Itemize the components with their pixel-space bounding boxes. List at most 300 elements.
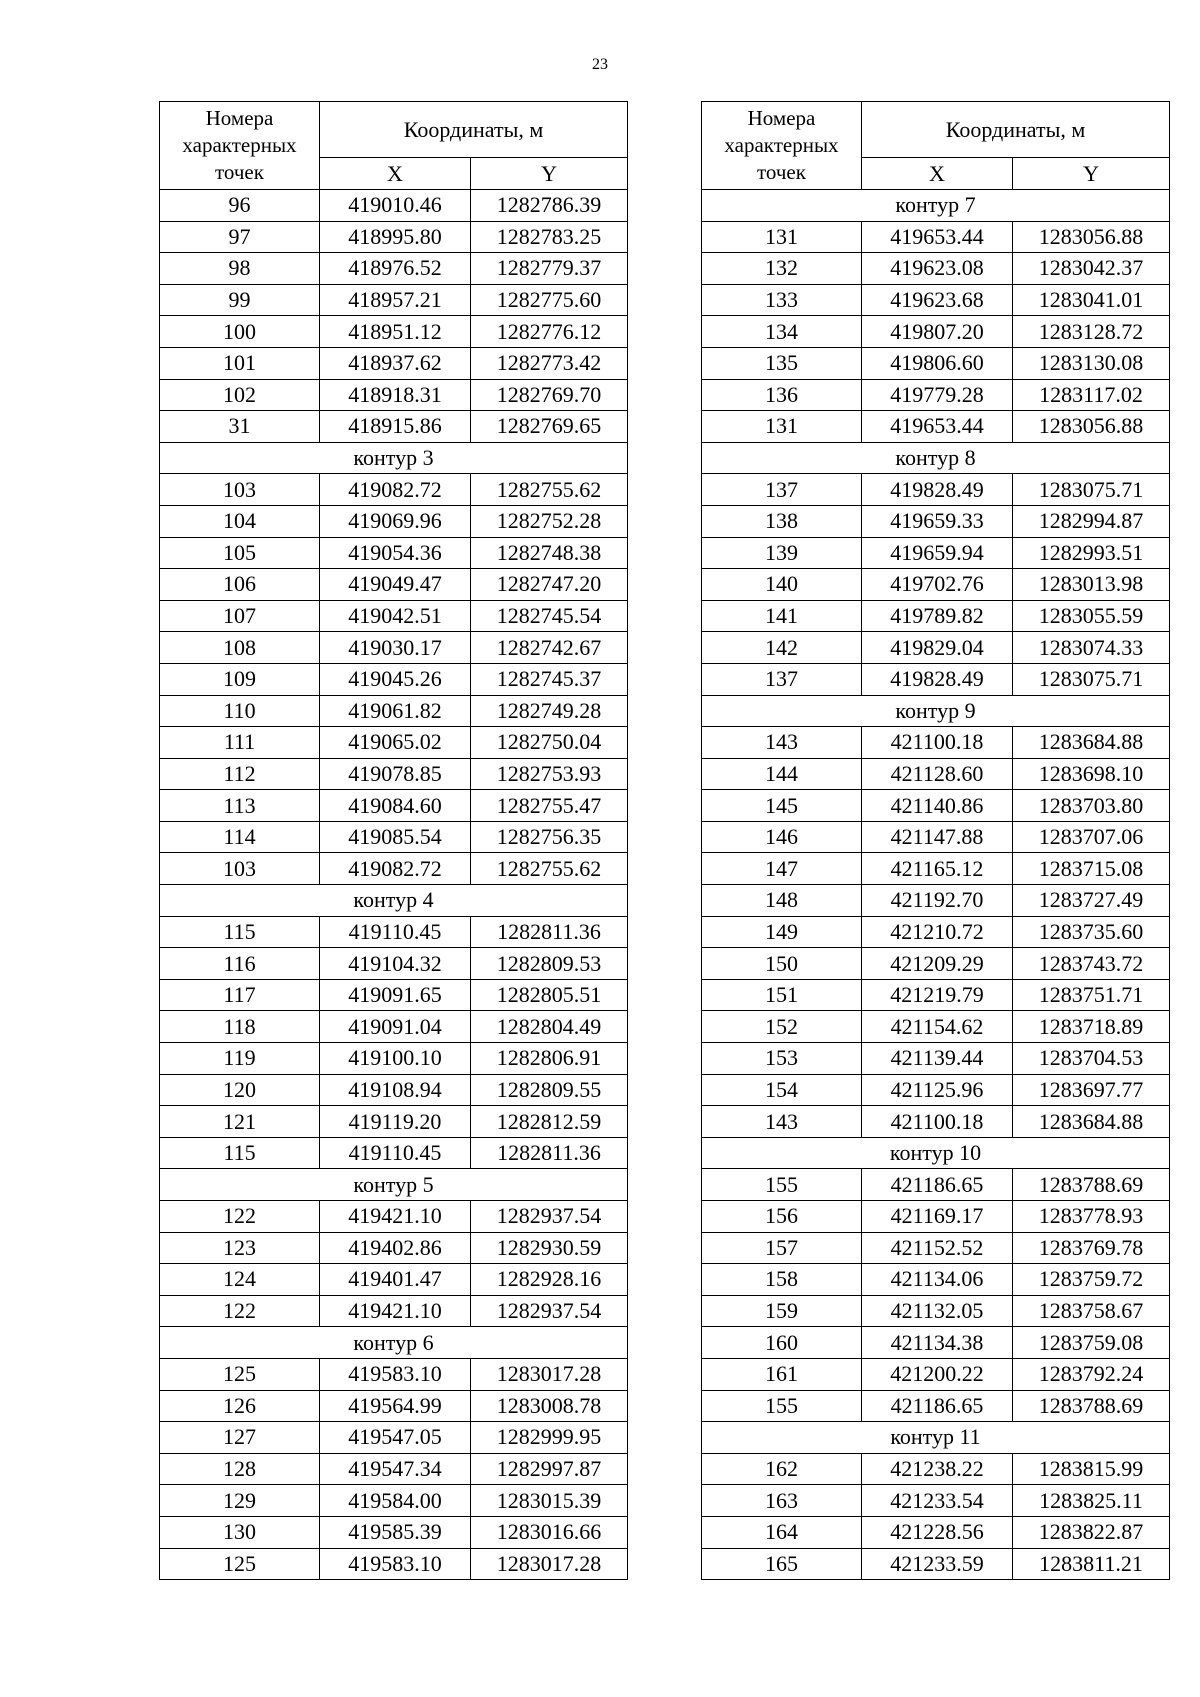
y-coordinate-cell: 1283075.71 bbox=[1013, 474, 1170, 506]
x-coordinate-cell: 419108.94 bbox=[320, 1074, 471, 1106]
x-coordinate-cell: 421200.22 bbox=[862, 1358, 1013, 1390]
y-coordinate-cell: 1283815.99 bbox=[1013, 1453, 1170, 1485]
x-coordinate-cell: 421147.88 bbox=[862, 821, 1013, 853]
table-row bbox=[702, 1201, 1170, 1233]
y-coordinate-cell: 1283792.24 bbox=[1013, 1358, 1170, 1390]
x-coordinate-cell: 419828.49 bbox=[862, 663, 1013, 695]
point-number-cell: 134 bbox=[702, 316, 862, 348]
x-coordinate-cell: 418951.12 bbox=[320, 316, 471, 348]
y-coordinate-cell: 1283822.87 bbox=[1013, 1516, 1170, 1548]
table-row bbox=[702, 1043, 1170, 1075]
x-coordinate-cell: 419084.60 bbox=[320, 790, 471, 822]
table-row bbox=[160, 790, 628, 822]
point-number-cell: 151 bbox=[702, 979, 862, 1011]
y-coordinate-cell: 1282805.51 bbox=[471, 979, 628, 1011]
table-row bbox=[160, 1011, 628, 1043]
x-coordinate-cell: 421100.18 bbox=[862, 727, 1013, 759]
table-row bbox=[702, 885, 1170, 917]
point-number-cell: 132 bbox=[702, 253, 862, 285]
table-row bbox=[160, 537, 628, 569]
point-number-cell: 124 bbox=[160, 1264, 320, 1296]
y-coordinate-cell: 1283056.88 bbox=[1013, 411, 1170, 443]
x-coordinate-cell: 421140.86 bbox=[862, 790, 1013, 822]
point-number-cell: 149 bbox=[702, 916, 862, 948]
y-coordinate-cell: 1283825.11 bbox=[1013, 1485, 1170, 1517]
y-coordinate-cell: 1283735.60 bbox=[1013, 916, 1170, 948]
y-coordinate-cell: 1282812.59 bbox=[471, 1106, 628, 1138]
table-row bbox=[702, 1516, 1170, 1548]
y-coordinate-cell: 1282745.54 bbox=[471, 600, 628, 632]
x-coordinate-cell: 419583.10 bbox=[320, 1358, 471, 1390]
point-number-cell: 144 bbox=[702, 758, 862, 790]
x-coordinate-cell: 421233.59 bbox=[862, 1548, 1013, 1580]
point-number-cell: 98 bbox=[160, 253, 320, 285]
point-number-cell: 131 bbox=[702, 411, 862, 443]
contour-label: контур 4 bbox=[160, 885, 628, 917]
table-row bbox=[702, 537, 1170, 569]
x-coordinate-cell: 418915.86 bbox=[320, 411, 471, 443]
point-number-cell: 163 bbox=[702, 1485, 862, 1517]
coordinates-table-right bbox=[701, 101, 1170, 1580]
y-coordinate-cell: 1282753.93 bbox=[471, 758, 628, 790]
x-coordinate-cell: 419828.49 bbox=[862, 474, 1013, 506]
table-row bbox=[702, 1264, 1170, 1296]
table-row bbox=[702, 663, 1170, 695]
x-coordinate-cell: 419065.02 bbox=[320, 727, 471, 759]
table-row bbox=[160, 1453, 628, 1485]
point-number-cell: 141 bbox=[702, 600, 862, 632]
y-coordinate-cell: 1283015.39 bbox=[471, 1485, 628, 1517]
point-number-cell: 162 bbox=[702, 1453, 862, 1485]
table-row bbox=[702, 1106, 1170, 1138]
point-number-cell: 112 bbox=[160, 758, 320, 790]
point-number-cell: 113 bbox=[160, 790, 320, 822]
table-row bbox=[160, 1422, 628, 1454]
table-row bbox=[160, 284, 628, 316]
x-coordinate-cell: 421132.05 bbox=[862, 1295, 1013, 1327]
table-row bbox=[160, 253, 628, 285]
x-coordinate-cell: 419653.44 bbox=[862, 221, 1013, 253]
point-number-cell: 164 bbox=[702, 1516, 862, 1548]
y-coordinate-cell: 1283041.01 bbox=[1013, 284, 1170, 316]
x-coordinate-cell: 419049.47 bbox=[320, 569, 471, 601]
header-y: Y bbox=[471, 158, 628, 190]
table-row bbox=[160, 569, 628, 601]
x-coordinate-cell: 419119.20 bbox=[320, 1106, 471, 1138]
table-row bbox=[160, 505, 628, 537]
y-coordinate-cell: 1283704.53 bbox=[1013, 1043, 1170, 1075]
point-number-cell: 125 bbox=[160, 1358, 320, 1390]
y-coordinate-cell: 1282809.53 bbox=[471, 948, 628, 980]
point-number-cell: 107 bbox=[160, 600, 320, 632]
y-coordinate-cell: 1283758.67 bbox=[1013, 1295, 1170, 1327]
table-row bbox=[160, 1106, 628, 1138]
table-row bbox=[160, 316, 628, 348]
contour-row bbox=[702, 1422, 1170, 1454]
y-coordinate-cell: 1282775.60 bbox=[471, 284, 628, 316]
y-coordinate-cell: 1282748.38 bbox=[471, 537, 628, 569]
y-coordinate-cell: 1283811.21 bbox=[1013, 1548, 1170, 1580]
header-points: Номера характерных точек bbox=[702, 102, 862, 190]
y-coordinate-cell: 1283008.78 bbox=[471, 1390, 628, 1422]
y-coordinate-cell: 1282742.67 bbox=[471, 632, 628, 664]
y-coordinate-cell: 1283013.98 bbox=[1013, 569, 1170, 601]
point-number-cell: 142 bbox=[702, 632, 862, 664]
point-number-cell: 159 bbox=[702, 1295, 862, 1327]
contour-label: контур 10 bbox=[702, 1137, 1170, 1169]
x-coordinate-cell: 419010.46 bbox=[320, 190, 471, 222]
point-number-cell: 121 bbox=[160, 1106, 320, 1138]
y-coordinate-cell: 1283697.77 bbox=[1013, 1074, 1170, 1106]
table-row bbox=[702, 758, 1170, 790]
table-row bbox=[702, 948, 1170, 980]
x-coordinate-cell: 421128.60 bbox=[862, 758, 1013, 790]
table-row bbox=[702, 316, 1170, 348]
x-coordinate-cell: 419702.76 bbox=[862, 569, 1013, 601]
point-number-cell: 131 bbox=[702, 221, 862, 253]
x-coordinate-cell: 421100.18 bbox=[862, 1106, 1013, 1138]
table-row bbox=[702, 821, 1170, 853]
point-number-cell: 126 bbox=[160, 1390, 320, 1422]
table-row bbox=[160, 821, 628, 853]
table-row bbox=[702, 790, 1170, 822]
point-number-cell: 160 bbox=[702, 1327, 862, 1359]
table-row bbox=[160, 474, 628, 506]
x-coordinate-cell: 419421.10 bbox=[320, 1295, 471, 1327]
table-row bbox=[702, 979, 1170, 1011]
header-coordinates: Координаты, м bbox=[862, 102, 1170, 158]
y-coordinate-cell: 1282999.95 bbox=[471, 1422, 628, 1454]
point-number-cell: 161 bbox=[702, 1358, 862, 1390]
point-number-cell: 138 bbox=[702, 505, 862, 537]
y-coordinate-cell: 1282745.37 bbox=[471, 663, 628, 695]
contour-row bbox=[702, 442, 1170, 474]
y-coordinate-cell: 1283016.66 bbox=[471, 1516, 628, 1548]
point-number-cell: 116 bbox=[160, 948, 320, 980]
table-row bbox=[160, 1548, 628, 1580]
x-coordinate-cell: 421238.22 bbox=[862, 1453, 1013, 1485]
x-coordinate-cell: 419082.72 bbox=[320, 853, 471, 885]
header-x: X bbox=[862, 158, 1013, 190]
x-coordinate-cell: 419110.45 bbox=[320, 916, 471, 948]
table-row bbox=[160, 916, 628, 948]
y-coordinate-cell: 1282783.25 bbox=[471, 221, 628, 253]
y-coordinate-cell: 1283715.08 bbox=[1013, 853, 1170, 885]
x-coordinate-cell: 421209.29 bbox=[862, 948, 1013, 980]
table-row bbox=[160, 1358, 628, 1390]
y-coordinate-cell: 1282937.54 bbox=[471, 1201, 628, 1233]
table-row bbox=[702, 1295, 1170, 1327]
y-coordinate-cell: 1283759.08 bbox=[1013, 1327, 1170, 1359]
y-coordinate-cell: 1282997.87 bbox=[471, 1453, 628, 1485]
y-coordinate-cell: 1282779.37 bbox=[471, 253, 628, 285]
table-row bbox=[702, 600, 1170, 632]
y-coordinate-cell: 1282747.20 bbox=[471, 569, 628, 601]
x-coordinate-cell: 419030.17 bbox=[320, 632, 471, 664]
point-number-cell: 101 bbox=[160, 347, 320, 379]
point-number-cell: 115 bbox=[160, 916, 320, 948]
x-coordinate-cell: 419829.04 bbox=[862, 632, 1013, 664]
contour-row bbox=[702, 695, 1170, 727]
header-y: Y bbox=[1013, 158, 1170, 190]
y-coordinate-cell: 1282750.04 bbox=[471, 727, 628, 759]
point-number-cell: 145 bbox=[702, 790, 862, 822]
x-coordinate-cell: 418937.62 bbox=[320, 347, 471, 379]
point-number-cell: 109 bbox=[160, 663, 320, 695]
y-coordinate-cell: 1282806.91 bbox=[471, 1043, 628, 1075]
y-coordinate-cell: 1283055.59 bbox=[1013, 600, 1170, 632]
y-coordinate-cell: 1283769.78 bbox=[1013, 1232, 1170, 1264]
x-coordinate-cell: 421165.12 bbox=[862, 853, 1013, 885]
table-row bbox=[160, 758, 628, 790]
table-row bbox=[702, 632, 1170, 664]
point-number-cell: 139 bbox=[702, 537, 862, 569]
x-coordinate-cell: 421169.17 bbox=[862, 1201, 1013, 1233]
x-coordinate-cell: 421233.54 bbox=[862, 1485, 1013, 1517]
point-number-cell: 120 bbox=[160, 1074, 320, 1106]
contour-label: контур 3 bbox=[160, 442, 628, 474]
y-coordinate-cell: 1283684.88 bbox=[1013, 727, 1170, 759]
point-number-cell: 122 bbox=[160, 1201, 320, 1233]
table-row bbox=[160, 1485, 628, 1517]
y-coordinate-cell: 1282755.47 bbox=[471, 790, 628, 822]
x-coordinate-cell: 419104.32 bbox=[320, 948, 471, 980]
contour-row bbox=[160, 1169, 628, 1201]
point-number-cell: 117 bbox=[160, 979, 320, 1011]
contour-label: контур 6 bbox=[160, 1327, 628, 1359]
x-coordinate-cell: 419402.86 bbox=[320, 1232, 471, 1264]
point-number-cell: 153 bbox=[702, 1043, 862, 1075]
y-coordinate-cell: 1283130.08 bbox=[1013, 347, 1170, 379]
x-coordinate-cell: 421134.38 bbox=[862, 1327, 1013, 1359]
y-coordinate-cell: 1283042.37 bbox=[1013, 253, 1170, 285]
table-row bbox=[160, 1516, 628, 1548]
table-row bbox=[702, 1011, 1170, 1043]
point-number-cell: 110 bbox=[160, 695, 320, 727]
y-coordinate-cell: 1282755.62 bbox=[471, 853, 628, 885]
x-coordinate-cell: 419091.65 bbox=[320, 979, 471, 1011]
table-row bbox=[702, 1074, 1170, 1106]
point-number-cell: 125 bbox=[160, 1548, 320, 1580]
point-number-cell: 165 bbox=[702, 1548, 862, 1580]
x-coordinate-cell: 419100.10 bbox=[320, 1043, 471, 1075]
y-coordinate-cell: 1282937.54 bbox=[471, 1295, 628, 1327]
table-row bbox=[160, 190, 628, 222]
point-number-cell: 106 bbox=[160, 569, 320, 601]
y-coordinate-cell: 1283743.72 bbox=[1013, 948, 1170, 980]
x-coordinate-cell: 421219.79 bbox=[862, 979, 1013, 1011]
table-row bbox=[702, 1453, 1170, 1485]
x-coordinate-cell: 421192.70 bbox=[862, 885, 1013, 917]
x-coordinate-cell: 419779.28 bbox=[862, 379, 1013, 411]
y-coordinate-cell: 1282804.49 bbox=[471, 1011, 628, 1043]
point-number-cell: 105 bbox=[160, 537, 320, 569]
x-coordinate-cell: 419091.04 bbox=[320, 1011, 471, 1043]
y-coordinate-cell: 1283056.88 bbox=[1013, 221, 1170, 253]
table-row bbox=[160, 1390, 628, 1422]
x-coordinate-cell: 419564.99 bbox=[320, 1390, 471, 1422]
table-row bbox=[160, 379, 628, 411]
y-coordinate-cell: 1282773.42 bbox=[471, 347, 628, 379]
x-coordinate-cell: 419547.05 bbox=[320, 1422, 471, 1454]
x-coordinate-cell: 418995.80 bbox=[320, 221, 471, 253]
point-number-cell: 122 bbox=[160, 1295, 320, 1327]
y-coordinate-cell: 1282752.28 bbox=[471, 505, 628, 537]
x-coordinate-cell: 419584.00 bbox=[320, 1485, 471, 1517]
contour-label: контур 8 bbox=[702, 442, 1170, 474]
table-row bbox=[702, 1485, 1170, 1517]
table-row bbox=[160, 1074, 628, 1106]
y-coordinate-cell: 1282756.35 bbox=[471, 821, 628, 853]
x-coordinate-cell: 419045.26 bbox=[320, 663, 471, 695]
table-row bbox=[702, 1548, 1170, 1580]
point-number-cell: 156 bbox=[702, 1201, 862, 1233]
point-number-cell: 158 bbox=[702, 1264, 862, 1296]
point-number-cell: 146 bbox=[702, 821, 862, 853]
table-row bbox=[702, 1232, 1170, 1264]
y-coordinate-cell: 1283128.72 bbox=[1013, 316, 1170, 348]
contour-row bbox=[160, 1327, 628, 1359]
point-number-cell: 111 bbox=[160, 727, 320, 759]
y-coordinate-cell: 1282993.51 bbox=[1013, 537, 1170, 569]
table-row bbox=[702, 569, 1170, 601]
x-coordinate-cell: 421210.72 bbox=[862, 916, 1013, 948]
table-row bbox=[702, 1327, 1170, 1359]
coordinates-table-left bbox=[159, 101, 628, 1580]
point-number-cell: 155 bbox=[702, 1169, 862, 1201]
table-row bbox=[160, 853, 628, 885]
table-row bbox=[702, 474, 1170, 506]
point-number-cell: 115 bbox=[160, 1137, 320, 1169]
x-coordinate-cell: 419078.85 bbox=[320, 758, 471, 790]
table-row bbox=[702, 411, 1170, 443]
table-row bbox=[160, 948, 628, 980]
y-coordinate-cell: 1283707.06 bbox=[1013, 821, 1170, 853]
table-row bbox=[160, 663, 628, 695]
x-coordinate-cell: 421154.62 bbox=[862, 1011, 1013, 1043]
y-coordinate-cell: 1283788.69 bbox=[1013, 1390, 1170, 1422]
y-coordinate-cell: 1283074.33 bbox=[1013, 632, 1170, 664]
point-number-cell: 96 bbox=[160, 190, 320, 222]
x-coordinate-cell: 419401.47 bbox=[320, 1264, 471, 1296]
point-number-cell: 119 bbox=[160, 1043, 320, 1075]
x-coordinate-cell: 419806.60 bbox=[862, 347, 1013, 379]
point-number-cell: 133 bbox=[702, 284, 862, 316]
y-coordinate-cell: 1283017.28 bbox=[471, 1358, 628, 1390]
point-number-cell: 137 bbox=[702, 474, 862, 506]
table-row bbox=[160, 979, 628, 1011]
x-coordinate-cell: 419110.45 bbox=[320, 1137, 471, 1169]
table-row bbox=[160, 695, 628, 727]
point-number-cell: 102 bbox=[160, 379, 320, 411]
point-number-cell: 127 bbox=[160, 1422, 320, 1454]
y-coordinate-cell: 1282811.36 bbox=[471, 916, 628, 948]
x-coordinate-cell: 418976.52 bbox=[320, 253, 471, 285]
x-coordinate-cell: 419659.33 bbox=[862, 505, 1013, 537]
point-number-cell: 157 bbox=[702, 1232, 862, 1264]
table-row bbox=[702, 727, 1170, 759]
header-x: X bbox=[320, 158, 471, 190]
x-coordinate-cell: 421139.44 bbox=[862, 1043, 1013, 1075]
table-row bbox=[160, 221, 628, 253]
x-coordinate-cell: 419585.39 bbox=[320, 1516, 471, 1548]
point-number-cell: 31 bbox=[160, 411, 320, 443]
point-number-cell: 118 bbox=[160, 1011, 320, 1043]
table-row bbox=[160, 347, 628, 379]
y-coordinate-cell: 1283075.71 bbox=[1013, 663, 1170, 695]
contour-row bbox=[702, 1137, 1170, 1169]
y-coordinate-cell: 1283117.02 bbox=[1013, 379, 1170, 411]
point-number-cell: 140 bbox=[702, 569, 862, 601]
table-row bbox=[160, 1232, 628, 1264]
page-number: 23 bbox=[592, 56, 608, 73]
y-coordinate-cell: 1282755.62 bbox=[471, 474, 628, 506]
y-coordinate-cell: 1283698.10 bbox=[1013, 758, 1170, 790]
point-number-cell: 108 bbox=[160, 632, 320, 664]
table-row bbox=[702, 284, 1170, 316]
y-coordinate-cell: 1283788.69 bbox=[1013, 1169, 1170, 1201]
x-coordinate-cell: 421228.56 bbox=[862, 1516, 1013, 1548]
x-coordinate-cell: 419623.08 bbox=[862, 253, 1013, 285]
y-coordinate-cell: 1283703.80 bbox=[1013, 790, 1170, 822]
point-number-cell: 128 bbox=[160, 1453, 320, 1485]
contour-label: контур 7 bbox=[702, 190, 1170, 222]
contour-label: контур 9 bbox=[702, 695, 1170, 727]
x-coordinate-cell: 421186.65 bbox=[862, 1390, 1013, 1422]
y-coordinate-cell: 1282930.59 bbox=[471, 1232, 628, 1264]
x-coordinate-cell: 419547.34 bbox=[320, 1453, 471, 1485]
point-number-cell: 123 bbox=[160, 1232, 320, 1264]
table-row bbox=[702, 505, 1170, 537]
y-coordinate-cell: 1282809.55 bbox=[471, 1074, 628, 1106]
y-coordinate-cell: 1282776.12 bbox=[471, 316, 628, 348]
table-row bbox=[160, 1137, 628, 1169]
point-number-cell: 147 bbox=[702, 853, 862, 885]
y-coordinate-cell: 1283684.88 bbox=[1013, 1106, 1170, 1138]
y-coordinate-cell: 1283727.49 bbox=[1013, 885, 1170, 917]
x-coordinate-cell: 421134.06 bbox=[862, 1264, 1013, 1296]
point-number-cell: 135 bbox=[702, 347, 862, 379]
table-row bbox=[160, 1201, 628, 1233]
point-number-cell: 137 bbox=[702, 663, 862, 695]
point-number-cell: 114 bbox=[160, 821, 320, 853]
contour-label: контур 11 bbox=[702, 1422, 1170, 1454]
y-coordinate-cell: 1282786.39 bbox=[471, 190, 628, 222]
x-coordinate-cell: 421186.65 bbox=[862, 1169, 1013, 1201]
x-coordinate-cell: 419807.20 bbox=[862, 316, 1013, 348]
header-coordinates: Координаты, м bbox=[320, 102, 628, 158]
table-row bbox=[702, 853, 1170, 885]
y-coordinate-cell: 1283759.72 bbox=[1013, 1264, 1170, 1296]
x-coordinate-cell: 419061.82 bbox=[320, 695, 471, 727]
table-row bbox=[702, 1390, 1170, 1422]
table-row bbox=[160, 1264, 628, 1296]
point-number-cell: 152 bbox=[702, 1011, 862, 1043]
y-coordinate-cell: 1282928.16 bbox=[471, 1264, 628, 1296]
contour-label: контур 5 bbox=[160, 1169, 628, 1201]
x-coordinate-cell: 419653.44 bbox=[862, 411, 1013, 443]
y-coordinate-cell: 1282749.28 bbox=[471, 695, 628, 727]
x-coordinate-cell: 418957.21 bbox=[320, 284, 471, 316]
x-coordinate-cell: 418918.31 bbox=[320, 379, 471, 411]
x-coordinate-cell: 419789.82 bbox=[862, 600, 1013, 632]
table-row bbox=[702, 347, 1170, 379]
point-number-cell: 97 bbox=[160, 221, 320, 253]
point-number-cell: 143 bbox=[702, 727, 862, 759]
y-coordinate-cell: 1282769.70 bbox=[471, 379, 628, 411]
contour-row bbox=[702, 190, 1170, 222]
table-row bbox=[160, 600, 628, 632]
